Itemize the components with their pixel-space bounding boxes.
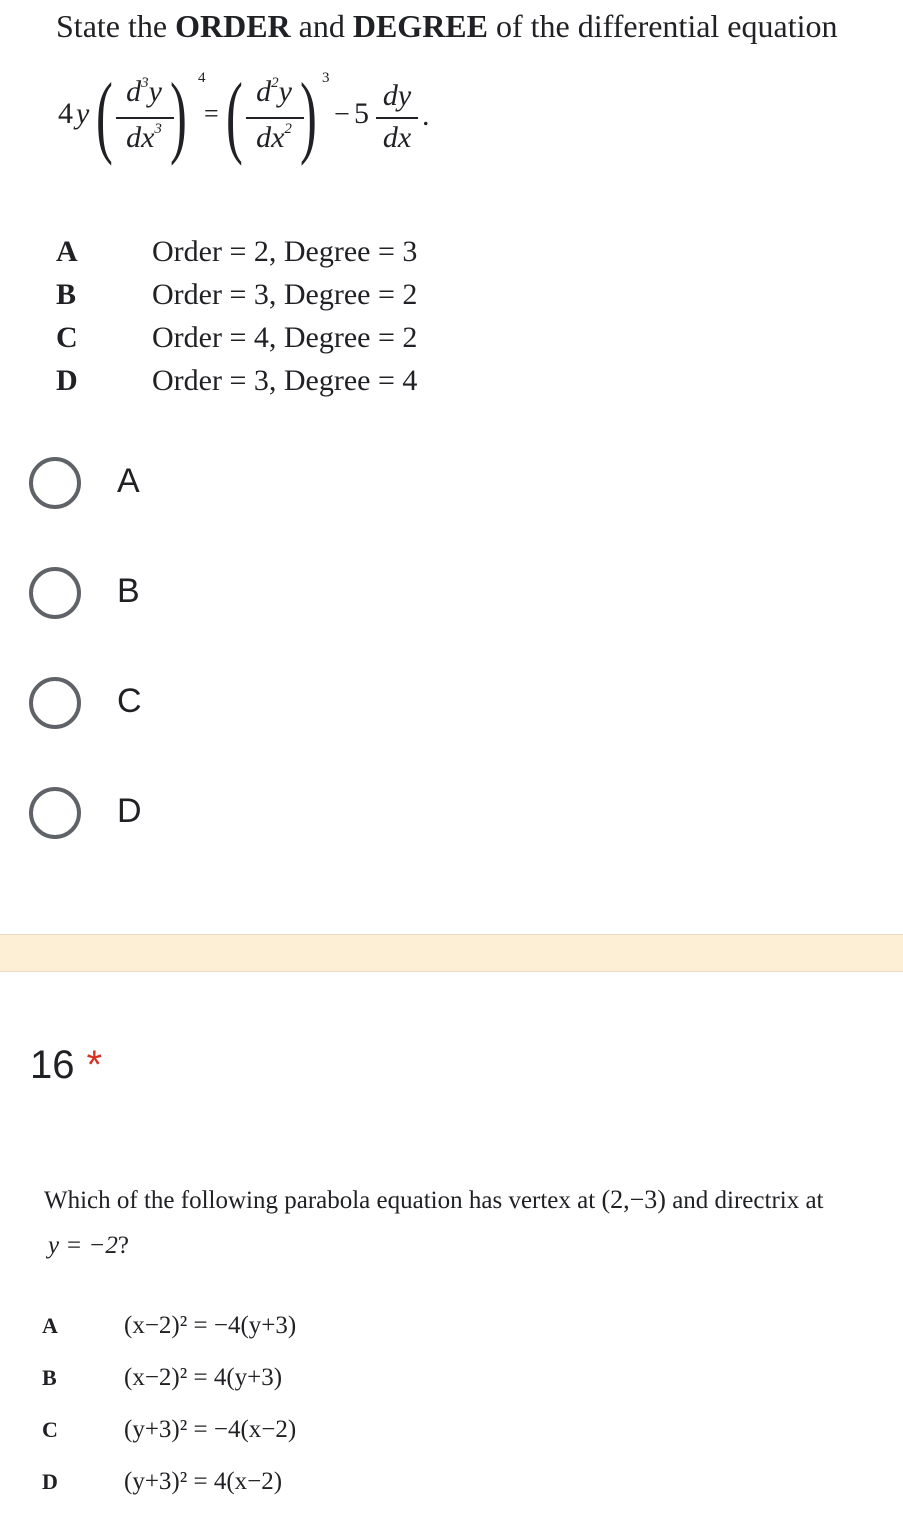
question-16-stem-line2: y = −2?	[48, 1232, 129, 1259]
lhs-numerator: $d^3y$	[126, 75, 162, 108]
differential-equation	[58, 55, 478, 175]
right-paren-open: (	[226, 64, 243, 166]
rhs-denominator: $dx^2$	[256, 121, 292, 154]
q16-option-b: B (x−2)² = 4(y+3)	[42, 1364, 283, 1391]
left-paren-close: )	[170, 64, 187, 166]
radio-label-b[interactable]: B	[117, 572, 140, 610]
last-numerator: dy	[382, 79, 412, 112]
q15-option-c: C Order = 4, Degree = 2	[56, 321, 418, 354]
radio-c[interactable]	[29, 677, 81, 729]
q15-option-a: A Order = 2, Degree = 3	[56, 235, 418, 268]
last-denominator: dx	[382, 121, 412, 154]
lhs-fraction-bar	[116, 117, 174, 119]
equals-sign: =	[204, 99, 219, 128]
q15-option-d: D Order = 3, Degree = 4	[56, 364, 418, 397]
radio-b[interactable]	[29, 567, 81, 619]
radio-label-d[interactable]: D	[117, 792, 142, 830]
q15-option-b: B Order = 3, Degree = 2	[56, 278, 418, 311]
question-16-stem: Which of the following parabola equation has vertex at (2,−3) and directrix at	[44, 1185, 824, 1214]
q16-option-a: A (x−2)² = −4(y+3)	[42, 1312, 297, 1339]
q16-option-d: D (y+3)² = 4(x−2)	[42, 1468, 283, 1495]
lhs-power: 4	[198, 70, 206, 86]
last-fraction-bar	[376, 117, 418, 119]
question-16-number: 16 *	[30, 1043, 103, 1087]
radio-label-a[interactable]: A	[117, 462, 140, 500]
right-paren-close: )	[300, 64, 317, 166]
lhs-denominator: $dx^3$	[126, 121, 162, 154]
q16-option-c: C (y+3)² = −4(x−2)	[42, 1416, 297, 1443]
question-15-stem: State the ORDER and DEGREE of the differential equation	[56, 8, 838, 44]
rhs-numerator: $d^2y$	[256, 75, 292, 108]
equation-period: .	[422, 99, 430, 132]
rhs-power: 3	[322, 70, 330, 86]
eq-coef: 4	[58, 97, 73, 130]
required-marker: *	[86, 1043, 103, 1087]
left-paren-open: (	[96, 64, 113, 166]
radio-label-c[interactable]: C	[117, 682, 142, 720]
coef-five: 5	[354, 97, 369, 130]
section-divider	[0, 934, 903, 972]
radio-a[interactable]	[29, 457, 81, 509]
minus-sign: −	[334, 99, 350, 130]
radio-d[interactable]	[29, 787, 81, 839]
eq-var: y	[76, 97, 90, 130]
rhs-fraction-bar	[246, 117, 304, 119]
